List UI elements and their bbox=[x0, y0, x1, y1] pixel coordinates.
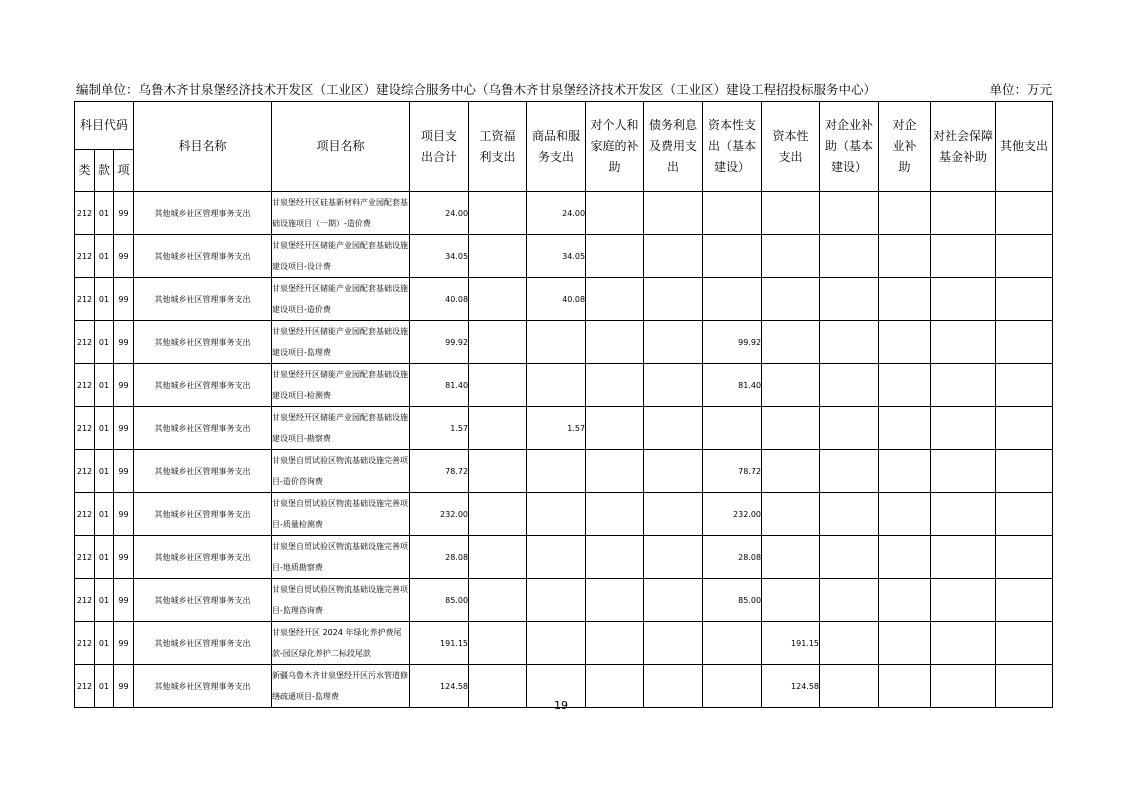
table-body bbox=[75, 192, 1053, 708]
header-wages: 工资福利支出 bbox=[469, 102, 527, 192]
capital-cell bbox=[762, 493, 820, 536]
social-cell bbox=[931, 364, 996, 407]
header-lei: 类 bbox=[75, 150, 95, 192]
total-cell: 99.92 bbox=[410, 321, 469, 364]
code-lei: 212 bbox=[75, 450, 95, 493]
capital-cell: 124.58 bbox=[762, 665, 820, 708]
goods-cell: 34.05 bbox=[527, 235, 586, 278]
expenditure-table bbox=[74, 101, 1053, 708]
capital-cell bbox=[762, 278, 820, 321]
debt-cell bbox=[644, 407, 703, 450]
enterprise-cell bbox=[879, 450, 931, 493]
total-cell: 191.15 bbox=[410, 622, 469, 665]
enterprise-basic-cell bbox=[820, 407, 879, 450]
code-xiang: 99 bbox=[114, 321, 134, 364]
wages-cell bbox=[469, 407, 527, 450]
table-row bbox=[75, 536, 1053, 579]
code-kuan: 01 bbox=[95, 622, 114, 665]
debt-cell bbox=[644, 536, 703, 579]
table-row bbox=[75, 192, 1053, 235]
header-xiang: 项 bbox=[114, 150, 134, 192]
other-cell bbox=[996, 364, 1053, 407]
enterprise-basic-cell bbox=[820, 278, 879, 321]
subject-name: 其他城乡社区管理事务支出 bbox=[134, 665, 272, 708]
other-cell bbox=[996, 579, 1053, 622]
code-lei: 212 bbox=[75, 278, 95, 321]
wages-cell bbox=[469, 278, 527, 321]
personal-cell bbox=[586, 536, 644, 579]
table-row bbox=[75, 235, 1053, 278]
capital-basic-cell: 232.00 bbox=[703, 493, 762, 536]
enterprise-cell bbox=[879, 192, 931, 235]
wages-cell bbox=[469, 235, 527, 278]
personal-cell bbox=[586, 235, 644, 278]
enterprise-basic-cell bbox=[820, 321, 879, 364]
code-kuan: 01 bbox=[95, 192, 114, 235]
social-cell bbox=[931, 321, 996, 364]
debt-cell bbox=[644, 192, 703, 235]
enterprise-basic-cell bbox=[820, 493, 879, 536]
total-cell: 28.08 bbox=[410, 536, 469, 579]
enterprise-basic-cell bbox=[820, 450, 879, 493]
table-row bbox=[75, 321, 1053, 364]
social-cell bbox=[931, 579, 996, 622]
debt-cell bbox=[644, 450, 703, 493]
other-cell bbox=[996, 278, 1053, 321]
total-cell: 24.00 bbox=[410, 192, 469, 235]
header-subject-name: 科目名称 bbox=[134, 102, 272, 192]
project-name: 甘泉堡经开区储能产业园配套基础设施建设项目-设计费 bbox=[272, 235, 410, 278]
other-cell bbox=[996, 536, 1053, 579]
social-cell bbox=[931, 622, 996, 665]
social-cell bbox=[931, 235, 996, 278]
debt-cell bbox=[644, 493, 703, 536]
code-lei: 212 bbox=[75, 665, 95, 708]
subject-name: 其他城乡社区管理事务支出 bbox=[134, 364, 272, 407]
debt-cell bbox=[644, 364, 703, 407]
table-row bbox=[75, 407, 1053, 450]
code-xiang: 99 bbox=[114, 493, 134, 536]
wages-cell bbox=[469, 450, 527, 493]
subject-name: 其他城乡社区管理事务支出 bbox=[134, 536, 272, 579]
code-xiang: 99 bbox=[114, 665, 134, 708]
project-name: 甘泉堡经开区储能产业园配套基础设施建设项目-勘察费 bbox=[272, 407, 410, 450]
total-cell: 81.40 bbox=[410, 364, 469, 407]
code-lei: 212 bbox=[75, 321, 95, 364]
table-row bbox=[75, 622, 1053, 665]
capital-cell bbox=[762, 579, 820, 622]
goods-cell bbox=[527, 536, 586, 579]
table-row bbox=[75, 364, 1053, 407]
code-lei: 212 bbox=[75, 364, 95, 407]
code-lei: 212 bbox=[75, 622, 95, 665]
personal-cell bbox=[586, 493, 644, 536]
header-other: 其他支出 bbox=[996, 102, 1053, 192]
project-name: 甘泉堡经开区硅基新材料产业园配套基础设施项目（一期）-造价费 bbox=[272, 192, 410, 235]
social-cell bbox=[931, 450, 996, 493]
enterprise-cell bbox=[879, 536, 931, 579]
code-lei: 212 bbox=[75, 407, 95, 450]
capital-basic-cell: 85.00 bbox=[703, 579, 762, 622]
wages-cell bbox=[469, 493, 527, 536]
table-row bbox=[75, 278, 1053, 321]
social-cell bbox=[931, 407, 996, 450]
capital-basic-cell bbox=[703, 192, 762, 235]
code-lei: 212 bbox=[75, 493, 95, 536]
header-kuan: 款 bbox=[95, 150, 114, 192]
header-goods: 商品和服务支出 bbox=[527, 102, 586, 192]
debt-cell bbox=[644, 622, 703, 665]
wages-cell bbox=[469, 192, 527, 235]
project-name: 甘泉堡经开区储能产业园配套基础设施建设项目-监理费 bbox=[272, 321, 410, 364]
header-capital: 资本性支出 bbox=[762, 102, 820, 192]
subject-name: 其他城乡社区管理事务支出 bbox=[134, 235, 272, 278]
enterprise-cell bbox=[879, 235, 931, 278]
enterprise-cell bbox=[879, 278, 931, 321]
code-xiang: 99 bbox=[114, 278, 134, 321]
goods-cell bbox=[527, 579, 586, 622]
header-code-group: 科目代码 bbox=[75, 102, 134, 150]
project-name: 甘泉堡自贸试验区物流基础设施完善项目-质量检测费 bbox=[272, 493, 410, 536]
subject-name: 其他城乡社区管理事务支出 bbox=[134, 407, 272, 450]
code-kuan: 01 bbox=[95, 450, 114, 493]
personal-cell bbox=[586, 364, 644, 407]
personal-cell bbox=[586, 579, 644, 622]
goods-cell: 40.08 bbox=[527, 278, 586, 321]
capital-cell bbox=[762, 407, 820, 450]
code-xiang: 99 bbox=[114, 450, 134, 493]
enterprise-basic-cell bbox=[820, 364, 879, 407]
goods-cell bbox=[527, 321, 586, 364]
personal-cell bbox=[586, 192, 644, 235]
subject-name: 其他城乡社区管理事务支出 bbox=[134, 579, 272, 622]
code-kuan: 01 bbox=[95, 278, 114, 321]
enterprise-cell bbox=[879, 493, 931, 536]
code-kuan: 01 bbox=[95, 579, 114, 622]
capital-basic-cell: 28.08 bbox=[703, 536, 762, 579]
goods-cell bbox=[527, 493, 586, 536]
project-name: 甘泉堡经开区储能产业园配套基础设施建设项目-造价费 bbox=[272, 278, 410, 321]
social-cell bbox=[931, 278, 996, 321]
capital-basic-cell bbox=[703, 235, 762, 278]
capital-basic-cell bbox=[703, 407, 762, 450]
header-enterprise: 对企业补助 bbox=[879, 102, 931, 192]
capital-basic-cell: 99.92 bbox=[703, 321, 762, 364]
capital-basic-cell bbox=[703, 622, 762, 665]
capital-cell bbox=[762, 235, 820, 278]
wages-cell bbox=[469, 321, 527, 364]
enterprise-cell bbox=[879, 579, 931, 622]
enterprise-cell bbox=[879, 321, 931, 364]
code-xiang: 99 bbox=[114, 622, 134, 665]
code-xiang: 99 bbox=[114, 407, 134, 450]
enterprise-basic-cell bbox=[820, 536, 879, 579]
subject-name: 其他城乡社区管理事务支出 bbox=[134, 192, 272, 235]
enterprise-basic-cell bbox=[820, 192, 879, 235]
capital-cell bbox=[762, 536, 820, 579]
header-capital-basic: 资本性支出（基本建设） bbox=[703, 102, 762, 192]
enterprise-cell bbox=[879, 622, 931, 665]
total-cell: 1.57 bbox=[410, 407, 469, 450]
enterprise-basic-cell bbox=[820, 579, 879, 622]
personal-cell bbox=[586, 450, 644, 493]
capital-cell bbox=[762, 364, 820, 407]
code-lei: 212 bbox=[75, 579, 95, 622]
total-cell: 34.05 bbox=[410, 235, 469, 278]
enterprise-basic-cell bbox=[820, 622, 879, 665]
capital-basic-cell: 81.40 bbox=[703, 364, 762, 407]
project-name: 甘泉堡自贸试验区物流基础设施完善项目-地质勘察费 bbox=[272, 536, 410, 579]
header-enterprise-basic: 对企业补助（基本建设） bbox=[820, 102, 879, 192]
wages-cell bbox=[469, 364, 527, 407]
code-kuan: 01 bbox=[95, 321, 114, 364]
debt-cell bbox=[644, 321, 703, 364]
social-cell bbox=[931, 493, 996, 536]
header-personal: 对个人和家庭的补助 bbox=[586, 102, 644, 192]
money-unit: 单位：万元 bbox=[989, 82, 1052, 97]
total-cell: 85.00 bbox=[410, 579, 469, 622]
capital-basic-cell bbox=[703, 278, 762, 321]
total-cell: 232.00 bbox=[410, 493, 469, 536]
project-name: 甘泉堡经开区 2024 年绿化养护费尾款-园区绿化养护二标段尾款 bbox=[272, 622, 410, 665]
compiling-unit: 编制单位：乌鲁木齐甘泉堡经济技术开发区（工业区）建设综合服务中心（乌鲁木齐甘泉堡经济技术开发区（工业区）建设工程招投标服务中心） bbox=[76, 82, 877, 97]
goods-cell bbox=[527, 622, 586, 665]
other-cell bbox=[996, 493, 1053, 536]
social-cell bbox=[931, 536, 996, 579]
subject-name: 其他城乡社区管理事务支出 bbox=[134, 622, 272, 665]
goods-cell: 1.57 bbox=[527, 407, 586, 450]
project-name: 甘泉堡经开区储能产业园配套基础设施建设项目-检测费 bbox=[272, 364, 410, 407]
personal-cell bbox=[586, 622, 644, 665]
code-lei: 212 bbox=[75, 536, 95, 579]
goods-cell: 24.00 bbox=[527, 192, 586, 235]
table-row bbox=[75, 579, 1053, 622]
debt-cell bbox=[644, 579, 703, 622]
capital-basic-cell: 78.72 bbox=[703, 450, 762, 493]
code-kuan: 01 bbox=[95, 235, 114, 278]
debt-cell bbox=[644, 278, 703, 321]
project-name: 新疆乌鲁木齐甘泉堡经开区污水管道修缮疏通项目-监理费 bbox=[272, 665, 410, 708]
subject-name: 其他城乡社区管理事务支出 bbox=[134, 450, 272, 493]
other-cell bbox=[996, 192, 1053, 235]
personal-cell bbox=[586, 278, 644, 321]
other-cell bbox=[996, 450, 1053, 493]
code-xiang: 99 bbox=[114, 235, 134, 278]
header-social: 对社会保障基金补助 bbox=[931, 102, 996, 192]
personal-cell bbox=[586, 407, 644, 450]
wages-cell bbox=[469, 579, 527, 622]
table-row bbox=[75, 450, 1053, 493]
subject-name: 其他城乡社区管理事务支出 bbox=[134, 278, 272, 321]
capital-cell: 191.15 bbox=[762, 622, 820, 665]
wages-cell bbox=[469, 536, 527, 579]
total-cell: 40.08 bbox=[410, 278, 469, 321]
code-kuan: 01 bbox=[95, 665, 114, 708]
code-kuan: 01 bbox=[95, 364, 114, 407]
personal-cell bbox=[586, 321, 644, 364]
code-kuan: 01 bbox=[95, 407, 114, 450]
other-cell bbox=[996, 407, 1053, 450]
other-cell bbox=[996, 235, 1053, 278]
total-cell: 78.72 bbox=[410, 450, 469, 493]
enterprise-basic-cell bbox=[820, 235, 879, 278]
capital-cell bbox=[762, 450, 820, 493]
total-cell: 124.58 bbox=[410, 665, 469, 708]
enterprise-cell bbox=[879, 364, 931, 407]
header-project-name: 项目名称 bbox=[272, 102, 410, 192]
code-lei: 212 bbox=[75, 192, 95, 235]
debt-cell bbox=[644, 235, 703, 278]
capital-cell bbox=[762, 321, 820, 364]
table-row bbox=[75, 493, 1053, 536]
code-xiang: 99 bbox=[114, 364, 134, 407]
header-total: 项目支出合计 bbox=[410, 102, 469, 192]
code-kuan: 01 bbox=[95, 493, 114, 536]
goods-cell bbox=[527, 450, 586, 493]
project-name: 甘泉堡自贸试验区物流基础设施完善项目-监理咨询费 bbox=[272, 579, 410, 622]
goods-cell bbox=[527, 364, 586, 407]
wages-cell bbox=[469, 622, 527, 665]
capital-cell bbox=[762, 192, 820, 235]
subject-name: 其他城乡社区管理事务支出 bbox=[134, 493, 272, 536]
code-xiang: 99 bbox=[114, 536, 134, 579]
page-number: 19 bbox=[554, 699, 568, 712]
code-xiang: 99 bbox=[114, 192, 134, 235]
code-lei: 212 bbox=[75, 235, 95, 278]
other-cell bbox=[996, 321, 1053, 364]
code-xiang: 99 bbox=[114, 579, 134, 622]
enterprise-cell bbox=[879, 407, 931, 450]
social-cell bbox=[931, 192, 996, 235]
project-name: 甘泉堡自贸试验区物流基础设施完善项目-造价咨询费 bbox=[272, 450, 410, 493]
other-cell bbox=[996, 622, 1053, 665]
code-kuan: 01 bbox=[95, 536, 114, 579]
subject-name: 其他城乡社区管理事务支出 bbox=[134, 321, 272, 364]
header-debt: 债务利息及费用支出 bbox=[644, 102, 703, 192]
